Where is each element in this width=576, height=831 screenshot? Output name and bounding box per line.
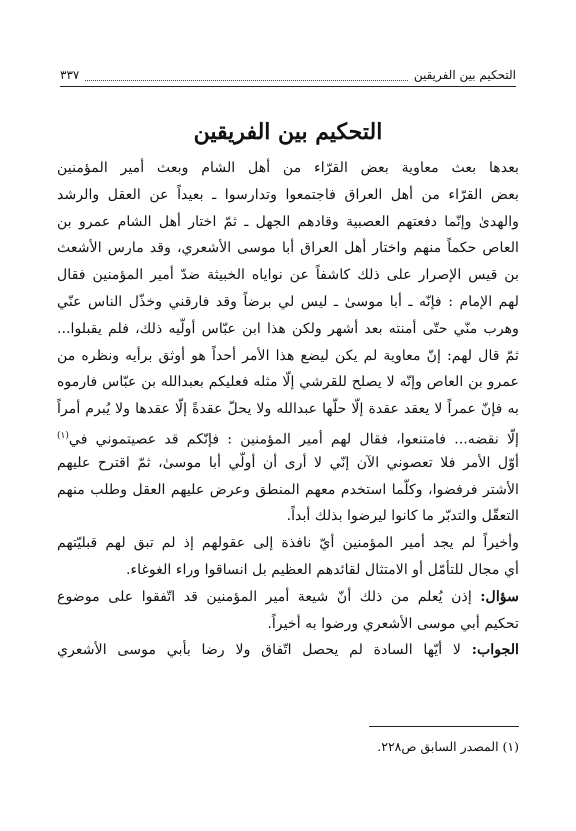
running-header <box>60 66 516 84</box>
question-label: سؤال: <box>480 588 519 605</box>
text-line: وهرب منّي حتّى أمنته بعد أشهر ولكن هذا ابن عبّاس أولّيه ذلك، فلم يقبلوا... <box>57 320 519 337</box>
text-line: أي مجال للتأمّل أو الامتثال لقائدهم العظيم بل انساقوا وراء الغوغاء. <box>125 561 519 578</box>
text-line: وأخيراً لم يجد أمير المؤمنين أيّ نافذة إلى عقولهم إذ لم تبق لهم قبليّتهم <box>57 535 519 552</box>
answer-label: الجواب: <box>471 642 519 659</box>
text-line: بن قيس الإصرار على ذلك كاشفاً عن نواياه الخبيثة ضدّ أمير المؤمنين فقال <box>57 267 519 284</box>
text-line: بعض القرّاء من أهل العراق فاجتمعوا وتدارسوا ـ بعيداً عن العقل والرشد <box>57 186 519 203</box>
page-number: ٣٣٧ <box>60 68 80 82</box>
text-line: بعدها بعث معاوية بعض القرّاء من أهل الشام وبعث أمير المؤمنين <box>57 160 519 176</box>
question-line <box>57 584 519 611</box>
text-line: عمرو بن العاص وإنّه لا يصلح للقرشي إلّا مثله فعليكم بعبدالله بن عبّاس فارموه <box>57 374 519 391</box>
footnote-rule <box>369 726 519 727</box>
text-line: أوّل الأمر فلا تعصوني الآن إنّي لا أرى أن أولّي أبا موسىٰ، ثمّ اقترح عليهم <box>57 454 519 471</box>
text-line: والهدىٰ وإنّما دفعتهم العصبية وقادهم الجهل ـ ثمّ اختار أهل الشام عمرو بن <box>57 213 519 230</box>
text-line: إذن يُعلم من ذلك أنّ شيعة أمير المؤمنين قد اتّفقوا على موضوع <box>57 588 472 605</box>
text-line: الأشتر فرفضوا، وكلّما استخدم معهم المنطق وعرض عليهم العقل وطلب منهم <box>57 481 519 498</box>
text-line: لا أيّها السادة لم يحصل اتّفاق ولا رضا بأبي موسى الأشعري <box>57 642 461 659</box>
text-line: العاص حكماً منهم واختار أهل العراق أبا موسى الأشعري، وقد مارس الأشعث <box>57 240 519 257</box>
text-line: به فإنّ عمراً لا يعقد عقدة إلّا حلّها عبدالله ولا يحلّ عقدةً إلّا عقدها ولا يُبرم أمراً <box>57 401 519 418</box>
header-rule <box>60 86 516 87</box>
text-line: إلّا نقضه... فامتنعوا، فقال لهم أمير المؤمنين : فإنّكم قد عصيتموني في <box>68 431 519 448</box>
chapter-title: التحكيم بين الفريقين <box>193 119 383 145</box>
dot-leader <box>85 70 407 81</box>
text-line: لهم الإمام : فإنّه ـ أبا موسىٰ ـ ليس لي برضاً وقد فارقني وخذّل الناس عنّي <box>57 293 519 310</box>
text-line: ثمّ قال لهم: إنّ معاوية لم يكن ليضع هذا الأمر أحداً هو أوثق برأيه ونظره من <box>57 347 519 364</box>
text-line: تحكيم أبي موسى الأشعري ورضوا به أخيراً. <box>267 615 519 632</box>
text-line-with-footnote <box>57 423 519 450</box>
answer-line <box>57 637 519 664</box>
text-line: التعقّل والتدبّر ما كانوا ليرضوا بذلك أبداً. <box>286 508 519 525</box>
running-title: التحكيم بين الفريقين <box>413 68 516 82</box>
body-text <box>57 155 519 664</box>
footnote-reference: (١) <box>57 430 69 441</box>
footnote: (١) المصدر السابق ص٢٢٨. <box>377 739 519 754</box>
